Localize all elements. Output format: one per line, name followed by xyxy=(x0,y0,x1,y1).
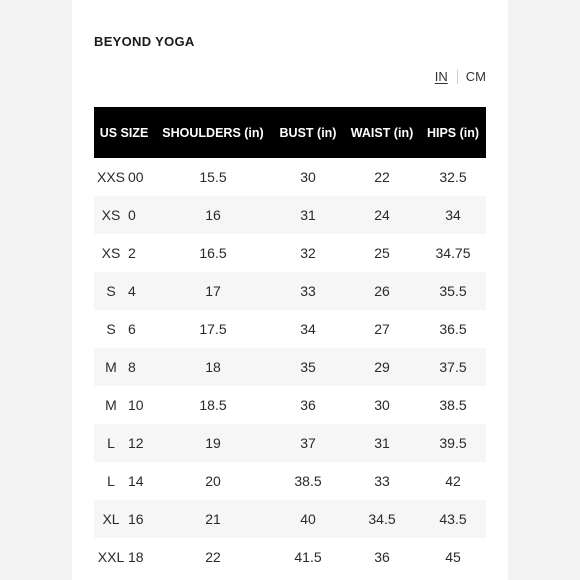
size-letter: XS xyxy=(101,207,121,223)
table-row xyxy=(94,272,486,310)
cell-shoulders: 16 xyxy=(205,207,221,223)
table-row xyxy=(94,462,486,500)
cell-waist: 36 xyxy=(374,549,390,565)
size-number: 16 xyxy=(128,511,144,527)
cell-us-size xyxy=(94,500,154,538)
size-letter: XS xyxy=(101,245,121,261)
brand-title: BEYOND YOGA xyxy=(94,34,195,49)
cell-shoulders: 19 xyxy=(205,435,221,451)
cell-shoulders: 20 xyxy=(205,473,221,489)
cell-us-size xyxy=(94,538,154,576)
cell-bust: 36 xyxy=(300,397,316,413)
table-row xyxy=(94,158,486,196)
size-letter: S xyxy=(106,321,116,337)
size-number: 14 xyxy=(128,473,144,489)
cell-waist: 30 xyxy=(374,397,390,413)
cell-us-size xyxy=(94,310,154,348)
cell-hips: 38.5 xyxy=(439,397,467,413)
table-row xyxy=(94,386,486,424)
cell-waist: 34.5 xyxy=(368,511,396,527)
cell-shoulders: 18.5 xyxy=(199,397,227,413)
size-number: 00 xyxy=(128,169,144,185)
table-row xyxy=(94,310,486,348)
size-letter: M xyxy=(105,359,117,375)
cell-bust: 35 xyxy=(300,359,316,375)
table-row xyxy=(94,234,486,272)
size-number: 10 xyxy=(128,397,144,413)
size-letter: S xyxy=(106,283,116,299)
cell-bust: 33 xyxy=(300,283,316,299)
table-row xyxy=(94,196,486,234)
table-row xyxy=(94,538,486,576)
cell-bust: 37 xyxy=(300,435,316,451)
cell-bust: 38.5 xyxy=(294,473,322,489)
cell-hips: 32.5 xyxy=(439,169,467,185)
cell-waist: 26 xyxy=(374,283,390,299)
size-table xyxy=(94,107,486,576)
size-letter: XL xyxy=(102,511,120,527)
size-number: 12 xyxy=(128,435,144,451)
cell-shoulders: 22 xyxy=(205,549,221,565)
size-letter: L xyxy=(107,473,115,489)
cell-waist: 22 xyxy=(374,169,390,185)
cell-waist: 33 xyxy=(374,473,390,489)
cell-waist: 27 xyxy=(374,321,390,337)
size-letter: M xyxy=(105,397,117,413)
header-bust: BUST (in) xyxy=(279,125,337,140)
size-letter: L xyxy=(107,435,115,451)
cell-us-size xyxy=(94,424,154,462)
size-chart-page xyxy=(72,0,508,580)
size-number: 8 xyxy=(128,359,136,375)
size-table-body xyxy=(94,158,486,576)
size-number: 18 xyxy=(128,549,144,565)
cell-shoulders: 21 xyxy=(205,511,221,527)
cell-hips: 42 xyxy=(445,473,461,489)
cell-waist: 25 xyxy=(374,245,390,261)
cell-hips: 43.5 xyxy=(439,511,467,527)
unit-toggle xyxy=(435,69,486,84)
cell-us-size xyxy=(94,158,154,196)
cell-shoulders: 18 xyxy=(205,359,221,375)
cell-bust: 30 xyxy=(300,169,316,185)
cell-bust: 41.5 xyxy=(294,549,322,565)
table-row xyxy=(94,500,486,538)
size-letter: XXS xyxy=(96,169,125,185)
header-us-size: US SIZE xyxy=(99,125,149,140)
cell-bust: 34 xyxy=(300,321,316,337)
size-number: 2 xyxy=(128,245,136,261)
size-table-header xyxy=(94,107,486,158)
cell-us-size xyxy=(94,348,154,386)
cell-hips: 36.5 xyxy=(439,321,467,337)
size-number: 6 xyxy=(128,321,136,337)
cell-waist: 24 xyxy=(374,207,390,223)
cell-bust: 40 xyxy=(300,511,316,527)
header-waist: WAIST (in) xyxy=(350,125,414,140)
unit-cm-option[interactable]: CM xyxy=(465,69,486,84)
cell-hips: 37.5 xyxy=(439,359,467,375)
cell-hips: 39.5 xyxy=(439,435,467,451)
cell-shoulders: 17 xyxy=(205,283,221,299)
cell-shoulders: 16.5 xyxy=(199,245,227,261)
cell-us-size xyxy=(94,386,154,424)
cell-hips: 35.5 xyxy=(439,283,467,299)
cell-shoulders: 15.5 xyxy=(199,169,227,185)
cell-hips: 34 xyxy=(445,207,461,223)
unit-divider xyxy=(457,70,458,84)
cell-us-size xyxy=(94,234,154,272)
cell-us-size xyxy=(94,196,154,234)
header-shoulders: SHOULDERS (in) xyxy=(162,125,264,140)
cell-waist: 31 xyxy=(374,435,390,451)
cell-waist: 29 xyxy=(374,359,390,375)
cell-hips: 45 xyxy=(445,549,461,565)
header-hips: HIPS (in) xyxy=(426,125,480,140)
cell-hips: 34.75 xyxy=(435,245,471,261)
cell-bust: 32 xyxy=(300,245,316,261)
table-row xyxy=(94,424,486,462)
size-letter: XXL xyxy=(97,549,125,565)
cell-us-size xyxy=(94,462,154,500)
cell-shoulders: 17.5 xyxy=(199,321,227,337)
size-number: 0 xyxy=(128,207,136,223)
cell-bust: 31 xyxy=(300,207,316,223)
size-number: 4 xyxy=(128,283,136,299)
cell-us-size xyxy=(94,272,154,310)
table-row xyxy=(94,348,486,386)
unit-in-option[interactable]: IN xyxy=(434,69,448,84)
